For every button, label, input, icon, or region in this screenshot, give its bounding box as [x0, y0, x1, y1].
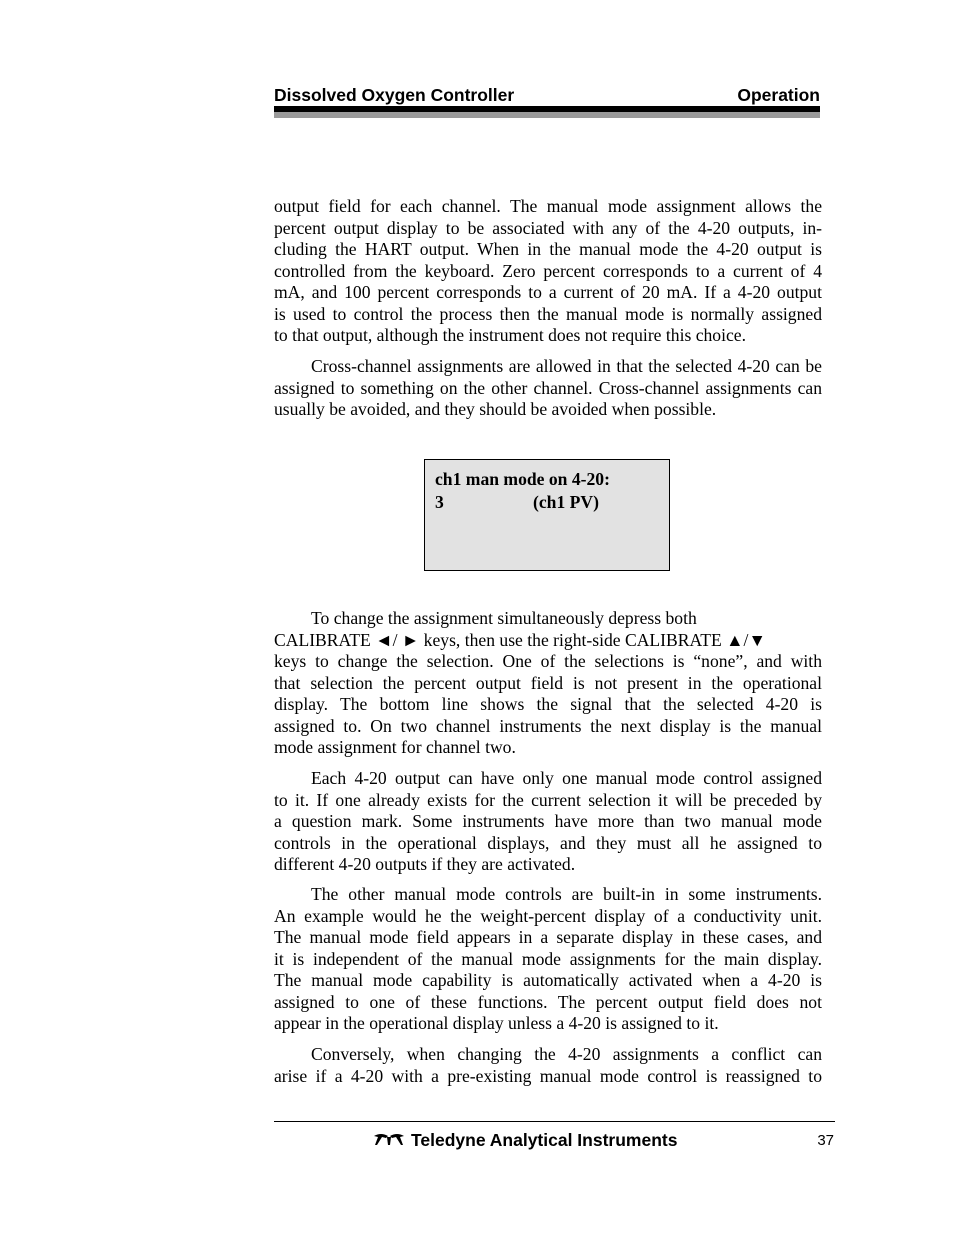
text-line: CALIBRATE ◄/ ► keys, then use the right-side CALIBRATE ▲/▼	[274, 629, 766, 650]
text-line: assigned to. On two channel instruments the next display is the manual	[274, 715, 822, 736]
text-line: is used to control the process then the manual mode is normally assigned	[274, 303, 822, 324]
paragraph-3	[274, 608, 822, 759]
lcd-display-box	[424, 459, 670, 571]
text-line: arise if a 4-20 with a pre-existing manual mode control is reassigned to	[274, 1065, 822, 1086]
header-rule-shadow	[274, 112, 820, 118]
text-line: it is independent of the manual mode assignments for the main display.	[274, 948, 822, 969]
text-line: display. The bottom line shows the signal that the selected 4-20 is	[274, 694, 822, 714]
text-line: a question mark. Some instruments have more than two manual mode	[274, 811, 822, 831]
display-line-1: ch1 man mode on 4-20:	[435, 469, 610, 489]
text-line: controls in the operational displays, and they must all he assigned to	[274, 832, 822, 853]
text-line: To change the assignment simultaneously depress both	[311, 608, 697, 628]
text-line: Cross-channel assignments are allowed in that the selected 4-20 can be	[311, 356, 822, 376]
running-header-section: Operation	[737, 85, 820, 105]
text-line: percent output display to be associated with any of the 4-20 outputs, in-	[274, 217, 822, 238]
text-line: cluding the HART output. When in the manual mode the 4-20 output is	[274, 239, 822, 259]
text-line: different 4-20 outputs if they are activated.	[274, 854, 576, 874]
text-line: The other manual mode controls are built-in in some instruments.	[311, 884, 822, 904]
text-line: Conversely, when changing the 4-20 assignments a conflict can	[311, 1044, 822, 1064]
text-line: mA, and 100 percent corresponds to a current of 20 mA. If a 4-20 output	[274, 282, 822, 302]
paragraph-5	[274, 884, 822, 1035]
text-line: assigned to something on the other channel. Cross-channel assignments can	[274, 377, 822, 398]
text-line: keys to change the selection. One of the selections is “none”, and with	[274, 651, 822, 671]
teledyne-logo-icon	[373, 1132, 405, 1146]
paragraph-1	[274, 196, 822, 347]
text-line: assigned to one of these functions. The percent output field does not	[274, 991, 822, 1012]
paragraph-2	[274, 356, 822, 421]
paragraph-6	[274, 1044, 822, 1087]
text-line: that selection the percent output field is not present in the operational	[274, 672, 822, 693]
page-number: 37	[817, 1132, 834, 1149]
text-line: output field for each channel. The manual mode assignment allows the	[274, 196, 822, 216]
paragraph-4	[274, 768, 822, 876]
text-line: to it. If one already exists for the current selection it will be preceded by	[274, 789, 822, 810]
text-line: to that output, although the instrument does not require this choice.	[274, 325, 747, 345]
footer-company-name: Teledyne Analytical Instruments	[411, 1130, 678, 1150]
running-header-title: Dissolved Oxygen Controller	[274, 85, 515, 105]
text-line: Each 4-20 output can have only one manual mode control assigned	[311, 768, 822, 788]
text-line: controlled from the keyboard. Zero percent corresponds to a current of 4	[274, 260, 822, 281]
footer-rule	[274, 1121, 835, 1122]
display-selection-value: (ch1 PV)	[533, 492, 599, 512]
text-line: mode assignment for channel two.	[274, 737, 516, 757]
text-line: The manual mode capability is automatically activated when a 4-20 is	[274, 970, 822, 990]
display-selection-number: 3	[435, 492, 444, 512]
text-line: usually be avoided, and they should be avoided when possible.	[274, 399, 717, 419]
text-line: appear in the operational display unless a 4-20 is assigned to it.	[274, 1013, 719, 1033]
text-line: The manual mode field appears in a separate display in these cases, and	[274, 927, 822, 947]
text-line: An example would he the weight-percent display of a conductivity unit.	[274, 905, 822, 926]
